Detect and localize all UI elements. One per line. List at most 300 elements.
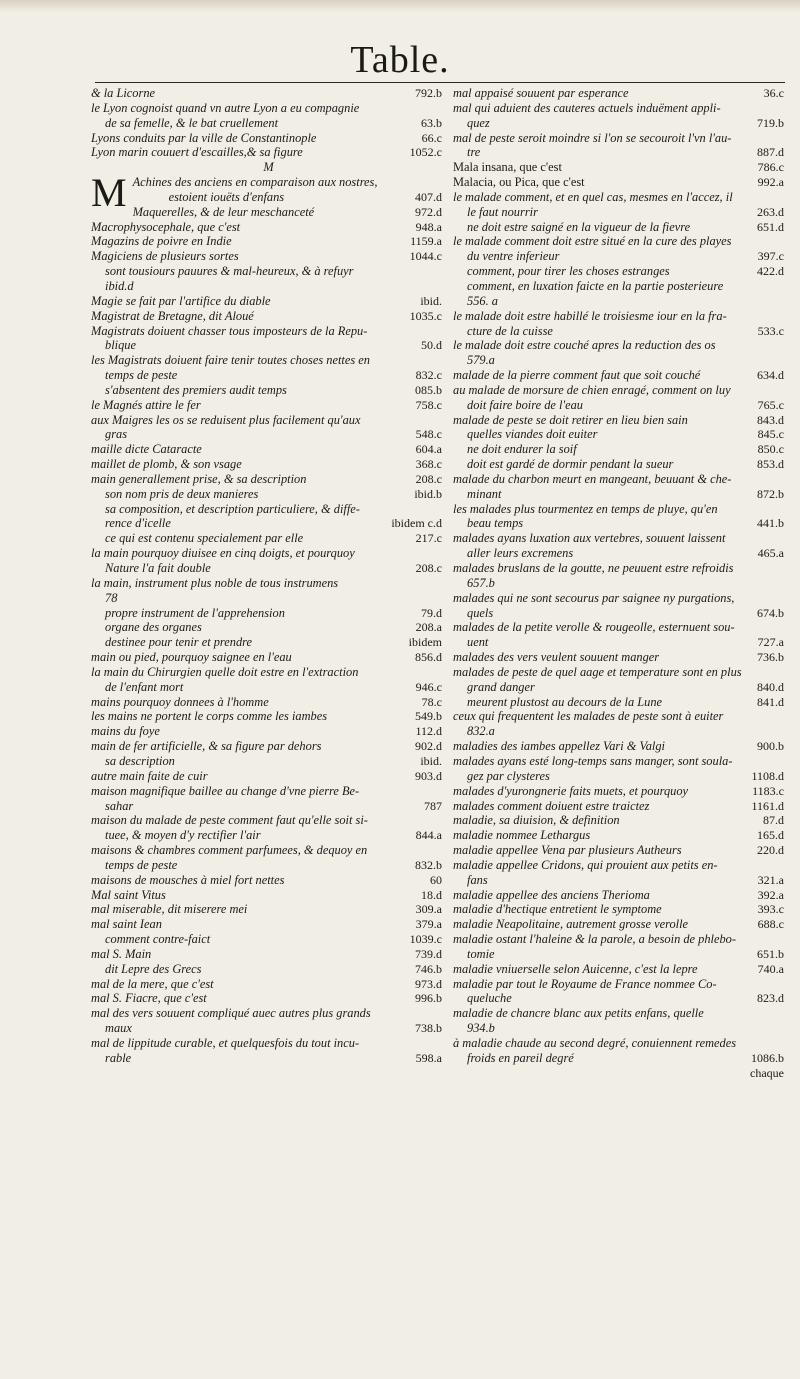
index-entry [453, 145, 788, 160]
entry-text: rable [105, 1050, 132, 1065]
page-ref: 738.b [415, 1021, 442, 1036]
index-entry [453, 413, 788, 428]
entry-text: quez [467, 115, 490, 130]
entry-text: ne doit estre saigné en la vigueur de la fievre [467, 219, 691, 234]
page-ref: 208.a [415, 620, 442, 635]
entry-text: queluche [467, 991, 512, 1006]
index-entry [133, 205, 446, 220]
index-entry [453, 279, 788, 294]
page-ref: 651.b [757, 946, 784, 961]
index-entry [91, 843, 446, 858]
index-entry [91, 145, 446, 160]
entry-text: maison du malade de peste comment faut qu'elle soit si- [91, 813, 368, 828]
index-entry [453, 160, 788, 175]
entry-text: gras [105, 427, 128, 442]
index-entry [453, 220, 788, 235]
entry-text: uent [467, 635, 489, 650]
right-column [453, 86, 788, 1081]
entry-text: doit est gardé de dormir pendant la sueur [467, 457, 674, 472]
index-entry [453, 1051, 788, 1066]
index-entry [91, 249, 446, 264]
entry-text: mal S. Main [91, 946, 152, 961]
page-ref: 841.d [757, 694, 784, 709]
page-ref: 903.d [415, 768, 442, 783]
index-entry [453, 205, 788, 220]
entry-text: mal miserable, dit miserere mei [91, 902, 248, 917]
index-entry [91, 828, 446, 843]
entry-text: mains du foye [91, 724, 160, 739]
page-ref: 787 [424, 798, 442, 813]
index-entry [91, 398, 446, 413]
page-ref: 996.b [415, 991, 442, 1006]
index-entry [91, 516, 446, 531]
entry-text: main generallement prise, & sa description [91, 471, 307, 486]
entry-text: tre [467, 145, 481, 160]
page-ref: 66.c [421, 130, 442, 145]
index-entry [91, 472, 446, 487]
page-ref: 60 [430, 872, 442, 887]
entry-text: mal saint Iean [91, 917, 162, 932]
entry-text: froids en pareil degré [467, 1050, 574, 1065]
index-entry [453, 472, 788, 487]
entry-text: sahar [105, 798, 134, 813]
page-ref: 309.a [415, 902, 442, 917]
entry-text: le malade comment doit estre situé en la cure des playes [453, 234, 732, 249]
index-entry [91, 650, 446, 665]
index-entry [91, 413, 446, 428]
entry-text: le Lyon cognoist quand vn autre Lyon a eu compagnie [91, 100, 360, 115]
page-ref: 1159.a [410, 234, 442, 249]
page-ref: 872.b [757, 486, 784, 501]
entry-text: maison magnifique baillee au change d'vne pierre Be- [91, 783, 360, 798]
entry-text: beau temps [467, 516, 524, 531]
index-entry [91, 442, 446, 457]
entry-text: malades comment doiuent estre traictez [453, 798, 650, 813]
entry-text: ceux qui frequentent les malades de peste sont à euiter [453, 709, 724, 724]
page-ref: 441.b [757, 516, 784, 531]
index-entry [91, 591, 446, 606]
page-ref: ibidem c.d [391, 516, 442, 531]
index-entry [91, 784, 446, 799]
entry-text: main de fer artificielle, & sa figure par dehors [91, 739, 322, 754]
entry-text: Magazins de poivre en Indie [91, 234, 232, 249]
entry-text: maladie Neapolitaine, autrement grosse verolle [453, 917, 689, 932]
page-ref: 948.a [415, 219, 442, 234]
page-ref: 465.a [757, 546, 784, 561]
index-entry [133, 190, 446, 205]
index-entry [91, 680, 446, 695]
entry-text: maille dicte Cataracte [91, 442, 202, 457]
page-ref: 397.c [757, 249, 784, 264]
page-ref: 1035.c [409, 308, 442, 323]
page-ref: 36.c [763, 86, 784, 100]
entry-text: organe des organes [105, 620, 202, 635]
page-ref: 217.c [415, 531, 442, 546]
index-entry [453, 576, 788, 591]
page-ref: 1086.b [751, 1050, 784, 1065]
index-entry [453, 398, 788, 413]
index-entry [453, 828, 788, 843]
page-ref: 902.d [415, 739, 442, 754]
index-entry [91, 457, 446, 472]
index-entry [453, 858, 788, 873]
drop-capital: M [91, 170, 127, 216]
index-entry [91, 1021, 446, 1036]
index-entry [453, 888, 788, 903]
page-ref: 973.d [415, 976, 442, 991]
page-ref: 604.a [415, 442, 442, 457]
index-entry [453, 561, 788, 576]
entry-text: Nature l'a fait double [105, 561, 211, 575]
page-ref: 792.b [415, 86, 442, 100]
index-entry [453, 427, 788, 442]
entry-text: 832.a [467, 724, 495, 739]
entry-text: malades qui ne sont secourus par saignee ny purgations, [453, 590, 735, 605]
entry-text: quelles viandes doit euiter [467, 427, 598, 442]
entry-text: Achines des anciens en comparaison aux nostres, [132, 175, 378, 190]
index-entry [91, 1051, 446, 1066]
page-ref: 598.a [415, 1050, 442, 1065]
index-entry [453, 917, 788, 932]
entry-text: mal des vers souuent compliqué auec autres plus grands [91, 1006, 371, 1021]
entry-text: main ou pied, pourquoy saignee en l'eau [91, 650, 292, 665]
index-entry [91, 695, 446, 710]
entry-text: maladie nommee Lethargus [453, 828, 591, 843]
entry-text: malades d'yurongnerie faits muets, et pourquoy [453, 783, 689, 798]
index-entry [91, 101, 446, 116]
page-ref: chaque [750, 1065, 784, 1080]
entry-text: le malade comment, et en quel cas, mesmes en l'accez, il [453, 189, 733, 204]
page-ref: 832.b [415, 857, 442, 872]
entry-text: au malade de morsure de chien enragé, comment on luy [453, 382, 731, 397]
entry-text: sont tousiours pauures & mal-heureux, & à refuyr [105, 264, 354, 279]
page-ref: 758.c [415, 397, 442, 412]
page-ref: 407.d [415, 189, 442, 204]
page-ref: 220.d [757, 843, 784, 858]
page-ref: 263.d [757, 204, 784, 219]
page-ref: 786.c [757, 160, 784, 175]
entry-text: maladie vniuerselle selon Auicenne, c'est la lepre [453, 961, 698, 976]
entry-text: aller leurs excremens [467, 546, 574, 561]
entry-text: le malade doit estre couché apres la reduction des os [453, 338, 716, 353]
entry-text: Magistrat de Bretagne, dit Aloué [91, 308, 254, 323]
index-entry [91, 502, 446, 517]
index-entry [453, 606, 788, 621]
entry-text: maux [105, 1021, 132, 1036]
page-ref: 379.a [415, 917, 442, 932]
section-letter: M [263, 160, 274, 175]
page-ref: 840.d [757, 679, 784, 694]
index-entry [91, 294, 446, 309]
index-entry [91, 606, 446, 621]
page-ref: 736.b [757, 650, 784, 665]
page-ref: 1052.c [409, 145, 442, 160]
entry-text: blique [105, 338, 136, 353]
entry-text: tuee, & moyen d'y rectifier l'air [105, 828, 261, 843]
index-entry [453, 324, 788, 339]
index-entry [91, 962, 446, 977]
index-entry [453, 338, 788, 353]
index-entry [453, 457, 788, 472]
entry-text: malade de peste se doit retirer en lieu bien sain [453, 412, 688, 427]
index-entry [91, 368, 446, 383]
page-ref: 085.b [415, 382, 442, 397]
page-ref: ibid.b [414, 486, 442, 501]
index-entry [453, 502, 788, 517]
page-ref: 823.d [757, 991, 784, 1006]
page-ref: 549.b [415, 709, 442, 724]
index-entry [91, 309, 446, 324]
index-entry [91, 220, 446, 235]
page-ref: 1108.d [751, 768, 784, 783]
index-entry [91, 531, 446, 546]
index-entry [453, 175, 788, 190]
index-entry [91, 991, 446, 1006]
index-entry [453, 234, 788, 249]
entry-text: maladie appellee Vena par plusieurs Autheurs [453, 843, 682, 858]
index-entry [453, 739, 788, 754]
entry-text: dit Lepre des Grecs [105, 961, 202, 976]
entry-text: maladie d'hectique entretient le symptome [453, 902, 662, 917]
entry-text: 934.b [467, 1021, 495, 1036]
entry-text: Lyons conduits par la ville de Constantinople [91, 130, 317, 145]
index-entry [91, 902, 446, 917]
index-entry [453, 1021, 788, 1036]
index-entry [91, 932, 446, 947]
index-entry [91, 131, 446, 146]
page-ref: 87.d [763, 813, 784, 828]
entry-text: ibid.d [105, 278, 134, 293]
index-entry [453, 650, 788, 665]
entry-text: destinee pour tenir et prendre [105, 635, 253, 650]
index-entry [453, 620, 788, 635]
page-ref: ibidem [408, 635, 442, 650]
index-entry [91, 947, 446, 962]
entry-text: maladie appellee Cridons, qui prouient aux petits en- [453, 857, 718, 872]
index-entry [453, 531, 788, 546]
entry-text: les malades plus tourmentez en temps de pluye, qu'en [453, 501, 718, 516]
entry-text: ne doit endurer la soif [467, 442, 577, 457]
page-ref: 422.d [757, 264, 784, 279]
index-entry [453, 784, 788, 799]
index-entry [91, 888, 446, 903]
page-ref: 112.d [415, 724, 442, 739]
entry-text: maladies des iambes appellez Vari & Valgi [453, 739, 665, 754]
index-entry [453, 591, 788, 606]
index-entry [453, 680, 788, 695]
entry-text: temps de peste [105, 857, 178, 872]
page-ref: 688.c [757, 917, 784, 932]
index-entry [453, 294, 788, 309]
index-entry [91, 546, 446, 561]
index-entry [453, 1036, 788, 1051]
entry-text: Lyon marin couuert d'escailles,& sa figure [91, 145, 303, 160]
page-ref: 845.c [757, 427, 784, 442]
page-ref: 368.c [415, 457, 442, 472]
page-ref: 674.b [757, 605, 784, 620]
index-entry [453, 843, 788, 858]
entry-text: maladie, sa diuision, & definition [453, 813, 620, 828]
index-entry [453, 873, 788, 888]
entry-text: malades ayans luxation aux vertebres, souuent laissent [453, 531, 726, 546]
entry-text: de sa femelle, & le bat cruellement [105, 115, 279, 130]
entry-text: mains pourquoy donnees à l'homme [91, 694, 269, 709]
entry-text: propre instrument de l'apprehension [105, 605, 285, 620]
entry-text: Magie se fait par l'artifice du diable [91, 293, 271, 308]
page-ref: 18.d [421, 887, 442, 902]
index-entry [453, 86, 788, 101]
page-ref: 50.d [421, 338, 442, 353]
entry-text: 657.b [467, 575, 495, 590]
entry-text: la main pourquoy diuisee en cinq doigts, et pourquoy [91, 546, 355, 561]
index-entry [91, 353, 446, 368]
entry-text: malades de peste de quel aage et temperature sont en plus [453, 664, 742, 679]
entry-text: gez par clysteres [467, 768, 550, 783]
entry-text: maladie de chancre blanc aux petits enfans, quelle [453, 1006, 704, 1021]
index-entry [453, 368, 788, 383]
index-entry [91, 620, 446, 635]
page-ref: 533.c [757, 323, 784, 338]
page-ref: ibid. [420, 753, 442, 768]
entry-text: minant [467, 486, 502, 501]
entry-text: tomie [467, 946, 495, 961]
entry-text: maisons de mousches à miel fort nettes [91, 872, 285, 887]
page-ref: 746.b [415, 961, 442, 976]
index-entry [91, 576, 446, 591]
entry-text: malades de la petite verolle & rougeolle, esternuent sou- [453, 620, 735, 635]
entry-text: Magiciens de plusieurs sortes [91, 249, 239, 264]
entry-text: ce qui est contenu specialement par elle [105, 531, 304, 546]
index-entry [91, 665, 446, 680]
index-entry [453, 991, 788, 1006]
page-ref: 727.a [757, 635, 784, 650]
index-entry [453, 1006, 788, 1021]
page-ref: 321.a [757, 872, 784, 887]
entry-text: la main du Chirurgien quelle doit estre en l'extraction [91, 664, 359, 679]
page-ref: 1161.d [751, 798, 784, 813]
page-ref: 900.b [757, 739, 784, 754]
page-ref: 392.a [757, 887, 784, 902]
entry-text: 556. a [467, 293, 498, 308]
entry-text: 78 [105, 590, 118, 605]
index-entry [453, 932, 788, 947]
page-ref: 719.b [757, 115, 784, 130]
page-title: Table. [350, 39, 450, 81]
entry-text: Mala insana, que c'est [453, 160, 562, 175]
entry-text: mal de peste seroit moindre si l'on se secouroit l'vn l'au- [453, 130, 732, 145]
index-entry [91, 754, 446, 769]
entry-text: sa description [105, 753, 175, 768]
entry-text: temps de peste [105, 368, 178, 383]
entry-text: Mal saint Vitus [91, 887, 166, 902]
index-entry [91, 873, 446, 888]
entry-text: mal de lippitude curable, et quelquesfois du tout incu- [91, 1036, 360, 1050]
index-entry [91, 724, 446, 739]
page-ref: 992.a [757, 175, 784, 190]
entry-text: maillet de plomb, & son vsage [91, 457, 242, 472]
page-ref: 765.c [757, 397, 784, 412]
index-entry [91, 917, 446, 932]
left-column [91, 86, 446, 1066]
index-entry [91, 799, 446, 814]
entry-text: le malade doit estre habillé le troisiesme iour en la fra- [453, 308, 727, 323]
entry-text: malade du charbon meurt en mangeant, beuuant & che- [453, 471, 732, 486]
index-entry [91, 709, 446, 724]
entry-text: maisons & chambres comment parfumees, & dequoy en [91, 843, 368, 858]
index-entry [91, 338, 446, 353]
entry-text: mal de la mere, que c'est [91, 976, 214, 991]
index-entry [453, 190, 788, 205]
entry-text: malade de la pierre comment faut que soit couché [453, 368, 701, 383]
entry-text: la main, instrument plus noble de tous instrumens [91, 575, 339, 590]
index-entry [91, 427, 446, 442]
entry-text: comment, en luxation faicte en la partie posterieure [467, 278, 724, 293]
index-entry [453, 487, 788, 502]
entry-text: quels [467, 605, 494, 620]
index-entry [453, 769, 788, 784]
index-entry [91, 739, 446, 754]
entry-text: Maquerelles, & de leur meschanceté [132, 204, 315, 219]
index-entry [91, 1036, 446, 1051]
page-ref: 165.d [757, 828, 784, 843]
page-ref: 1044.c [409, 249, 442, 264]
index-entry [453, 516, 788, 531]
index-entry [453, 131, 788, 146]
entry-text: maladie ostant l'haleine & la parole, a besoin de phlebo- [453, 932, 737, 947]
entry-text: malades bruslans de la goutte, ne peuuent estre refroidis [453, 561, 734, 575]
index-entry [91, 858, 446, 873]
entry-text: comment, pour tirer les choses estranges [467, 264, 670, 279]
index-entry [453, 635, 788, 650]
index-entry [453, 695, 788, 710]
entry-text: grand danger [467, 679, 535, 694]
page-ref: 78.c [421, 694, 442, 709]
page-ref: 208.c [415, 561, 442, 575]
entry-text: les Magistrats doiuent faire tenir toutes choses nettes en [91, 353, 370, 368]
page-ref: 634.d [757, 368, 784, 383]
entry-text: mal appaisé souuent par esperance [453, 86, 629, 100]
entry-text: aux Maigres les os se reduisent plus facilement qu'aux [91, 412, 361, 427]
page-ref: 208.c [415, 471, 442, 486]
entry-text: malades des vers veulent souuent manger [453, 650, 660, 665]
page-ref: 946.c [415, 679, 442, 694]
index-entry [91, 813, 446, 828]
entry-text: comment contre-faict [105, 932, 211, 947]
entry-text: de l'enfant mort [105, 679, 184, 694]
page-ref: 832.c [415, 368, 442, 383]
page-ref: 740.a [757, 961, 784, 976]
page-ref: 1039.c [409, 932, 442, 947]
index-entry [453, 799, 788, 814]
index-entry [91, 279, 446, 294]
page-ref: 850.c [757, 442, 784, 457]
title-rule [95, 82, 785, 83]
entry-text: Macrophysocephale, que c'est [91, 219, 241, 234]
index-entry [453, 546, 788, 561]
page-ref: 79.d [421, 605, 442, 620]
page-ref: 393.c [757, 902, 784, 917]
index-entry [453, 813, 788, 828]
entry-text: fans [467, 872, 488, 887]
entry-text: mal qui aduient des cauteres actuels induëment appli- [453, 100, 721, 115]
index-entry [91, 234, 446, 249]
page-ref: 853.d [757, 457, 784, 472]
entry-text: maladie par tout le Royaume de France nommee Co- [453, 976, 717, 991]
index-entry [91, 1006, 446, 1021]
entry-text: maladie appellee des anciens Therioma [453, 887, 650, 902]
index-entry [91, 264, 446, 279]
entry-text: 579.a [467, 353, 495, 368]
